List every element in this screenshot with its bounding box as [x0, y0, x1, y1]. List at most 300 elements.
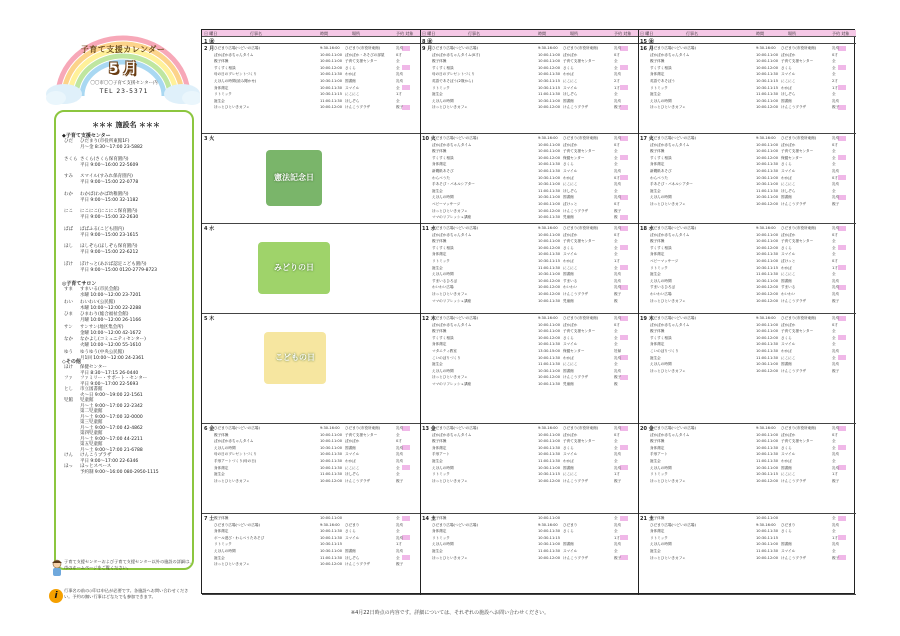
event-row: [202, 71, 420, 77]
event-place: ひだまり: [345, 522, 360, 527]
event-time: 10:30-11:00: [538, 195, 561, 200]
event-row: [638, 555, 856, 561]
event-target: 0才: [614, 142, 620, 147]
event-name: 新聞紙あそび: [650, 169, 672, 173]
event-place: けんこうプラザ: [563, 105, 589, 110]
event-time: 10:00-12:00: [756, 368, 779, 373]
facility-name: 第二児童館: [80, 409, 103, 414]
event-place: けんこうプラザ: [781, 368, 807, 373]
day-label: 6 金: [204, 426, 215, 432]
day-cell: [202, 44, 420, 134]
event-name: ひだまり広場(つどいの広場): [650, 316, 696, 320]
event-time: 10:00-12:00: [756, 292, 779, 296]
event-row: [202, 98, 420, 104]
event-row: [638, 45, 856, 51]
event-place: 子育て支援センター: [781, 239, 814, 244]
day-label: 10 火: [422, 136, 436, 142]
event-row: [638, 58, 856, 64]
constitution-day-book-icon: [266, 150, 322, 206]
event-name: ひだまり広場(つどいの広場): [650, 426, 696, 430]
day-label: 11 水: [422, 226, 436, 232]
event-place: ほしぞら: [345, 472, 360, 477]
event-time: 10:30-11:15: [756, 535, 779, 540]
event-name: リトミック: [432, 85, 450, 90]
facility-abbr: とし: [64, 387, 73, 392]
event-target: 全: [832, 72, 836, 77]
event-place: スマイル: [563, 342, 578, 347]
event-time: 10:00-11:30: [538, 342, 561, 347]
event-name: すくすく相談: [650, 155, 672, 160]
event-place: ほしぞら: [563, 92, 578, 97]
event-row: [638, 348, 856, 354]
event-name: ママのリフレッシュ講座: [432, 298, 472, 303]
event-row: [638, 188, 856, 194]
event-row: [420, 155, 638, 161]
event-row: [420, 238, 638, 244]
event-row: [420, 58, 638, 64]
event-target: 全: [832, 342, 836, 347]
event-target: 全: [832, 65, 836, 70]
event-row: [420, 438, 638, 444]
event-name: ほっとひといきカフェ: [650, 368, 686, 373]
event-time: 9:30-16:00: [320, 426, 340, 430]
facility-name: 第三児童館: [80, 420, 103, 425]
event-time: 10:00-12:00: [756, 298, 779, 303]
header-time: 時間: [538, 31, 546, 36]
event-place: ひだまり(市役所東館): [781, 316, 817, 320]
event-time: 10:00-12:00: [756, 245, 779, 250]
event-time: 10:00-11:00: [538, 322, 561, 327]
facility-detail: 平日 9:00〜15:00 22-6212: [80, 250, 139, 255]
event-time: 10:00-11:30: [538, 445, 561, 450]
event-place: さくら: [781, 335, 792, 340]
event-place: わかば: [781, 175, 792, 180]
event-row: [420, 71, 638, 77]
event-time: 10:00-11:00: [538, 149, 561, 154]
event-place: ひだまり(市役所東館): [563, 226, 599, 230]
event-time: 9:30-16:00: [320, 46, 340, 50]
facility-name: 保健センター: [80, 365, 107, 370]
event-name: ぽかぽか赤ちゃんタイム: [214, 439, 254, 444]
event-time: 10:00-11:30: [756, 342, 779, 347]
event-place: けんこうプラザ: [781, 202, 807, 206]
event-time: 10:00-12:00: [538, 555, 561, 560]
facility-detail: 平日 9:00〜15:00 32-2630: [80, 215, 139, 220]
holiday-label: 憲法記念日: [274, 173, 314, 182]
facility-abbr: ゆう: [64, 349, 73, 355]
event-time: 10:00-11:30: [538, 529, 561, 534]
event-place: さくら: [781, 445, 792, 450]
facility-abbr: ぽけ: [64, 261, 73, 267]
event-row: [638, 181, 856, 187]
event-place: ぽかぽか: [563, 52, 578, 57]
facility-abbr: けん: [64, 453, 73, 458]
event-time: 10:30-11:00: [320, 79, 343, 83]
facility-detail: 火曜 10:00〜12:00 55-1610: [80, 343, 142, 348]
event-name: 身体測定: [650, 72, 665, 77]
day-label: 8 ㊎: [422, 39, 433, 45]
event-target: 乳幼: [832, 136, 840, 140]
event-place: さくら: [345, 529, 356, 534]
event-name: ひだまり広場(つどいの広場): [214, 522, 260, 527]
event-place: 図書館: [563, 368, 574, 373]
event-row: [420, 265, 638, 271]
event-place: ひだまり(市役所東館): [563, 316, 599, 320]
event-row: [420, 214, 638, 220]
event-time: 11:00-11:30: [320, 98, 343, 103]
facility-name: わかば(わかば幼稚園内): [80, 191, 129, 197]
event-row: [420, 208, 638, 214]
event-name: えほんの時間: [214, 549, 236, 553]
event-place: ひだまり(市役所東館): [563, 46, 599, 50]
event-row: [420, 341, 638, 347]
event-row: [202, 52, 420, 58]
event-target: 親子: [396, 478, 404, 483]
event-time: 10:00-11:00: [756, 232, 779, 237]
event-name: ひだまり広場(つどいの広場): [650, 46, 696, 50]
event-time: 10:30-11:00: [538, 175, 561, 180]
event-time: 11:00-11:30: [756, 549, 779, 553]
event-target: 乳幼: [832, 278, 840, 283]
event-row: [420, 98, 638, 104]
event-row: [202, 515, 420, 521]
event-place: ひだまり(市役所東館): [781, 426, 817, 430]
header-date: 日 曜日: [204, 31, 218, 36]
event-row: [638, 78, 856, 84]
event-time: 11:00-11:30: [756, 272, 779, 277]
event-place: 子育て支援センター: [563, 239, 596, 244]
event-name: 親子体操: [650, 329, 665, 334]
event-name: こいのぼりづくり: [650, 349, 679, 353]
day-cell: [638, 44, 856, 134]
event-name: ひだまり広場(つどいの広場): [214, 426, 260, 430]
event-name: 身体測定: [432, 445, 447, 450]
calendar-grid: [201, 29, 855, 594]
facility-item: [62, 157, 190, 171]
header-target: 予約 対象: [396, 31, 414, 36]
event-name: ほっとひといきカフェ: [214, 478, 250, 483]
event-place: ひだまり(市役所東館): [345, 46, 381, 50]
event-time: 10:00-11:00: [538, 432, 561, 437]
event-target: 乳幼: [832, 46, 840, 50]
facility-abbr: 児館: [64, 398, 73, 403]
event-place: スマイル: [563, 252, 578, 257]
facility-name: ひまわり(総合福祉会館): [80, 312, 129, 317]
event-name: 母の日のプレゼントづくり: [214, 452, 257, 457]
day-cell: [420, 514, 638, 595]
facility-item: [62, 174, 190, 188]
event-target: 親子: [832, 555, 840, 560]
event-row: [420, 284, 638, 290]
event-time: 10:00-11:30: [538, 72, 561, 77]
facility-name: 市立図書館: [80, 387, 103, 392]
event-place: ほしぞら: [563, 188, 578, 193]
event-row: [420, 335, 638, 341]
event-place: スマイル: [345, 85, 360, 90]
event-row: [202, 541, 420, 547]
facilities-box: [54, 110, 194, 570]
event-target: 全: [832, 335, 836, 340]
event-time: 10:00-11:30: [538, 215, 561, 220]
event-target: 乳幼: [614, 368, 622, 373]
event-target: 乳幼: [614, 426, 622, 430]
holiday-label: こどもの日: [275, 353, 315, 362]
event-target: 0才: [832, 432, 838, 437]
event-target: 親子: [832, 298, 840, 303]
event-name: すくすく相談: [650, 245, 672, 250]
event-time: 10:00-11:00: [320, 439, 343, 444]
event-place: ほしぞら: [781, 188, 796, 193]
header-time: 時間: [756, 31, 764, 36]
event-time: 10:00-11:30: [538, 382, 561, 386]
event-name: わいわい広場: [432, 285, 454, 290]
event-time: 10:00-11:00: [320, 52, 343, 57]
event-row: [420, 478, 638, 484]
event-place: わかば: [345, 72, 356, 77]
event-time: 10:00-11:30: [756, 349, 779, 353]
event-target: 全: [832, 92, 836, 97]
event-time: 10:00-12:00: [538, 105, 561, 110]
event-name: 身体測定: [650, 252, 665, 257]
day-label: 4 水: [204, 226, 215, 232]
footer-note: ※4月22日時点の内容です。詳細については、それぞれの施設へお問い合わせください。: [350, 610, 550, 616]
event-target: 全: [396, 472, 400, 477]
event-row: [638, 284, 856, 290]
event-name: ぽかぽか赤ちゃんタイム: [650, 432, 690, 437]
event-time: 10:00-12:00: [538, 292, 561, 296]
event-name: 誕生会: [432, 92, 443, 97]
event-name: ほっとひといきカフェ: [432, 292, 468, 296]
event-place: にこにこ: [345, 92, 360, 97]
event-time: 10:00-12:00: [538, 208, 561, 213]
event-name: すくすく相談: [432, 335, 454, 340]
event-time: 10:00-11:00: [756, 516, 779, 520]
event-time: 10:30-11:00: [320, 445, 343, 450]
event-name: ひだまり広場(つどいの広場): [432, 426, 478, 430]
event-place: わかば: [781, 459, 792, 463]
event-target: 全: [832, 329, 836, 334]
event-name: ほっとひといきカフェ: [650, 298, 686, 303]
holiday-label: みどりの日: [274, 263, 314, 272]
event-name: すまいるひろば: [432, 278, 458, 283]
event-place: ひだまり(市役所東館): [345, 426, 381, 430]
event-name: 親子体操: [650, 439, 665, 444]
event-target: 0才: [396, 439, 402, 444]
event-time: 10:00-11:00: [756, 432, 779, 437]
event-name: ひだまり広場(つどいの広場): [432, 226, 478, 230]
greenery-day-tree-icon: [258, 242, 330, 294]
event-place: けんこうプラザ: [781, 298, 807, 303]
event-target: 1才: [396, 92, 402, 97]
event-place: けんこうプラザ: [563, 375, 589, 380]
facility-abbr: ファ: [64, 376, 73, 381]
event-name: えほんの時間: [650, 465, 672, 470]
event-place: にこにこ: [781, 472, 796, 477]
event-target: 乳幼: [832, 316, 840, 320]
event-target: 全: [614, 65, 618, 70]
event-row: [420, 85, 638, 91]
event-place: 保健センター: [563, 349, 585, 353]
event-target: 全: [396, 529, 400, 534]
event-place: スマイル: [781, 549, 796, 553]
event-time: 10:00-11:00: [538, 516, 561, 520]
event-place: ぽかぽか: [563, 322, 578, 327]
event-place: 図書館: [781, 195, 792, 200]
event-row: [420, 142, 638, 148]
event-place: スマイル: [781, 452, 796, 457]
event-name: リトミック: [432, 472, 450, 477]
event-place: わかば: [563, 355, 574, 360]
event-target: 全: [832, 439, 836, 444]
facility-name: ほしぞら(ほしぞら保育園内): [80, 244, 138, 249]
event-name: ひだまり広場(つどいの広場): [214, 46, 260, 50]
event-name: ぽかぽか赤ちゃんタイム: [432, 432, 472, 437]
event-place: 子育て支援センター: [563, 329, 596, 334]
event-name: ぽかぽか赤ちゃんタイム(0才): [432, 52, 481, 57]
event-name: すくすく相談: [432, 65, 454, 70]
event-time: 10:00-11:30: [320, 459, 343, 463]
event-name: えほんの時間: [650, 362, 672, 367]
event-name: えほんの時間: [650, 278, 672, 283]
header-target: 予約 対象: [832, 31, 850, 36]
event-row: [638, 515, 856, 521]
event-name: 手あそび・パネルシアター: [432, 182, 475, 187]
day-cell: [638, 314, 856, 424]
section-support-center: ◆子育て支援センター: [62, 133, 111, 139]
header-event: 行事名: [468, 31, 480, 36]
event-time: 9:30-16:00: [320, 522, 340, 527]
event-place: ぽかぽか: [781, 432, 796, 437]
event-target: 1才: [614, 472, 620, 477]
event-place: にこにこ: [345, 465, 360, 470]
event-name: 誕生会: [432, 362, 443, 367]
day-label: 19 木: [640, 316, 654, 322]
event-place: 図書館: [781, 278, 792, 283]
event-row: [638, 465, 856, 471]
event-row: [420, 451, 638, 457]
event-name: すくすく相談: [432, 155, 454, 160]
header-event: 行事名: [250, 31, 262, 36]
facility-name: スマイル(すみれ保育園内): [80, 174, 133, 179]
facility-item: [62, 139, 190, 153]
event-row: [202, 451, 420, 457]
day-label: 1 ㊎: [204, 39, 215, 45]
event-target: 1才: [832, 535, 838, 540]
event-target: 1才: [832, 265, 838, 270]
event-target: 親: [614, 298, 618, 303]
event-time: 10:00-11:30: [538, 169, 561, 173]
event-time: 11:00-11:30: [756, 92, 779, 97]
event-time: 10:30-11:15: [756, 472, 779, 477]
event-name: ほっとひといきカフェ: [650, 478, 686, 483]
event-place: スマイル: [563, 549, 578, 553]
event-place: ぽかぽか: [781, 232, 796, 237]
event-name: 親子体操: [650, 59, 665, 64]
event-place: わいわい: [781, 292, 796, 296]
event-time: 10:00-11:00: [756, 439, 779, 444]
calendar-week-column: [202, 30, 420, 595]
event-target: 乳幼: [614, 169, 622, 173]
event-target: 親子: [832, 368, 840, 373]
event-name: ほっとひといきカフェ: [432, 208, 468, 213]
event-row: [202, 58, 420, 64]
event-name: 親子体操: [650, 516, 665, 520]
event-place: スマイル: [563, 85, 578, 90]
event-target: 乳幼: [832, 465, 840, 470]
event-target: 全: [614, 239, 618, 244]
event-time: 10:30-11:15: [538, 472, 561, 477]
event-name: ベビーマッサージ: [432, 202, 461, 206]
event-place: さくら: [563, 65, 574, 70]
event-name: えほんの時間: [650, 542, 672, 547]
facility-detail: 平日 9:00〜15:00 32-1182: [80, 197, 139, 203]
event-target: 0才: [614, 52, 620, 57]
facility-detail: 水曜 10:00〜12:00 23-7201: [80, 293, 142, 298]
event-time: 10:30-11:00: [538, 368, 561, 373]
facility-abbr: ほっ: [64, 464, 73, 469]
event-target: 乳幼: [832, 426, 840, 430]
facility-abbr: サン: [64, 324, 73, 330]
event-place: ひだまり: [563, 522, 578, 527]
event-name: 誕生会: [650, 92, 661, 97]
event-name: 手あそび・パネルシアター: [650, 182, 693, 187]
event-name: 身体測定: [432, 342, 447, 347]
event-target: 乳幼: [396, 426, 404, 430]
event-name: 英語であそぼう: [650, 79, 676, 83]
event-target: 乳幼: [614, 522, 622, 527]
event-target: 全: [396, 59, 400, 64]
event-row: [202, 478, 420, 484]
event-time: 10:00-11:00: [538, 232, 561, 237]
event-target: 全: [832, 59, 836, 64]
event-time: 10:00-12:00: [756, 202, 779, 206]
event-place: わかば: [563, 72, 574, 77]
event-place: スマイル: [563, 169, 578, 173]
event-target: 全: [832, 272, 836, 277]
event-time: 10:30-11:00: [756, 182, 779, 187]
event-target: 乳幼: [614, 355, 622, 360]
event-row: [638, 175, 856, 181]
event-target: 全: [614, 439, 618, 444]
event-target: 全: [614, 188, 618, 193]
facility-detail: 火〜日 9:00〜19:00 22-1561: [80, 393, 143, 398]
note-websites: 子育て支援センターおよび子育て支援センター以外の施設の詳細は、市のホームページをご覧ください。: [64, 559, 194, 570]
event-time: 10:30-11:00: [756, 195, 779, 200]
facility-detail: 木曜 10:00〜12:00 22-2288: [80, 305, 142, 311]
event-row: [202, 425, 420, 431]
event-place: ひだまり(市役所東館): [781, 226, 817, 230]
event-name: えほんの時間: [650, 98, 672, 103]
event-target: 0才: [832, 232, 838, 237]
event-name: 誕生会: [432, 188, 443, 193]
event-name: 誕生会: [214, 98, 225, 103]
event-place: ひだまり: [781, 522, 796, 527]
day-cell: [638, 424, 856, 514]
event-time: 10:30-11:15: [538, 79, 561, 83]
event-time: 10:30-11:15: [756, 265, 779, 270]
event-time: 10:00-12:00: [538, 65, 561, 70]
event-place: ぽかぽか: [345, 439, 360, 444]
event-target: 乳幼: [614, 98, 622, 103]
event-time: 10:30-11:00: [756, 465, 779, 470]
event-row: [420, 291, 638, 297]
facility-name: 第四児童館: [80, 431, 103, 436]
event-place: けんこうプラザ: [563, 292, 589, 296]
event-row: [202, 555, 420, 561]
event-row: [420, 458, 638, 464]
event-time: 10:00-11:30: [756, 452, 779, 457]
event-row: [638, 458, 856, 464]
